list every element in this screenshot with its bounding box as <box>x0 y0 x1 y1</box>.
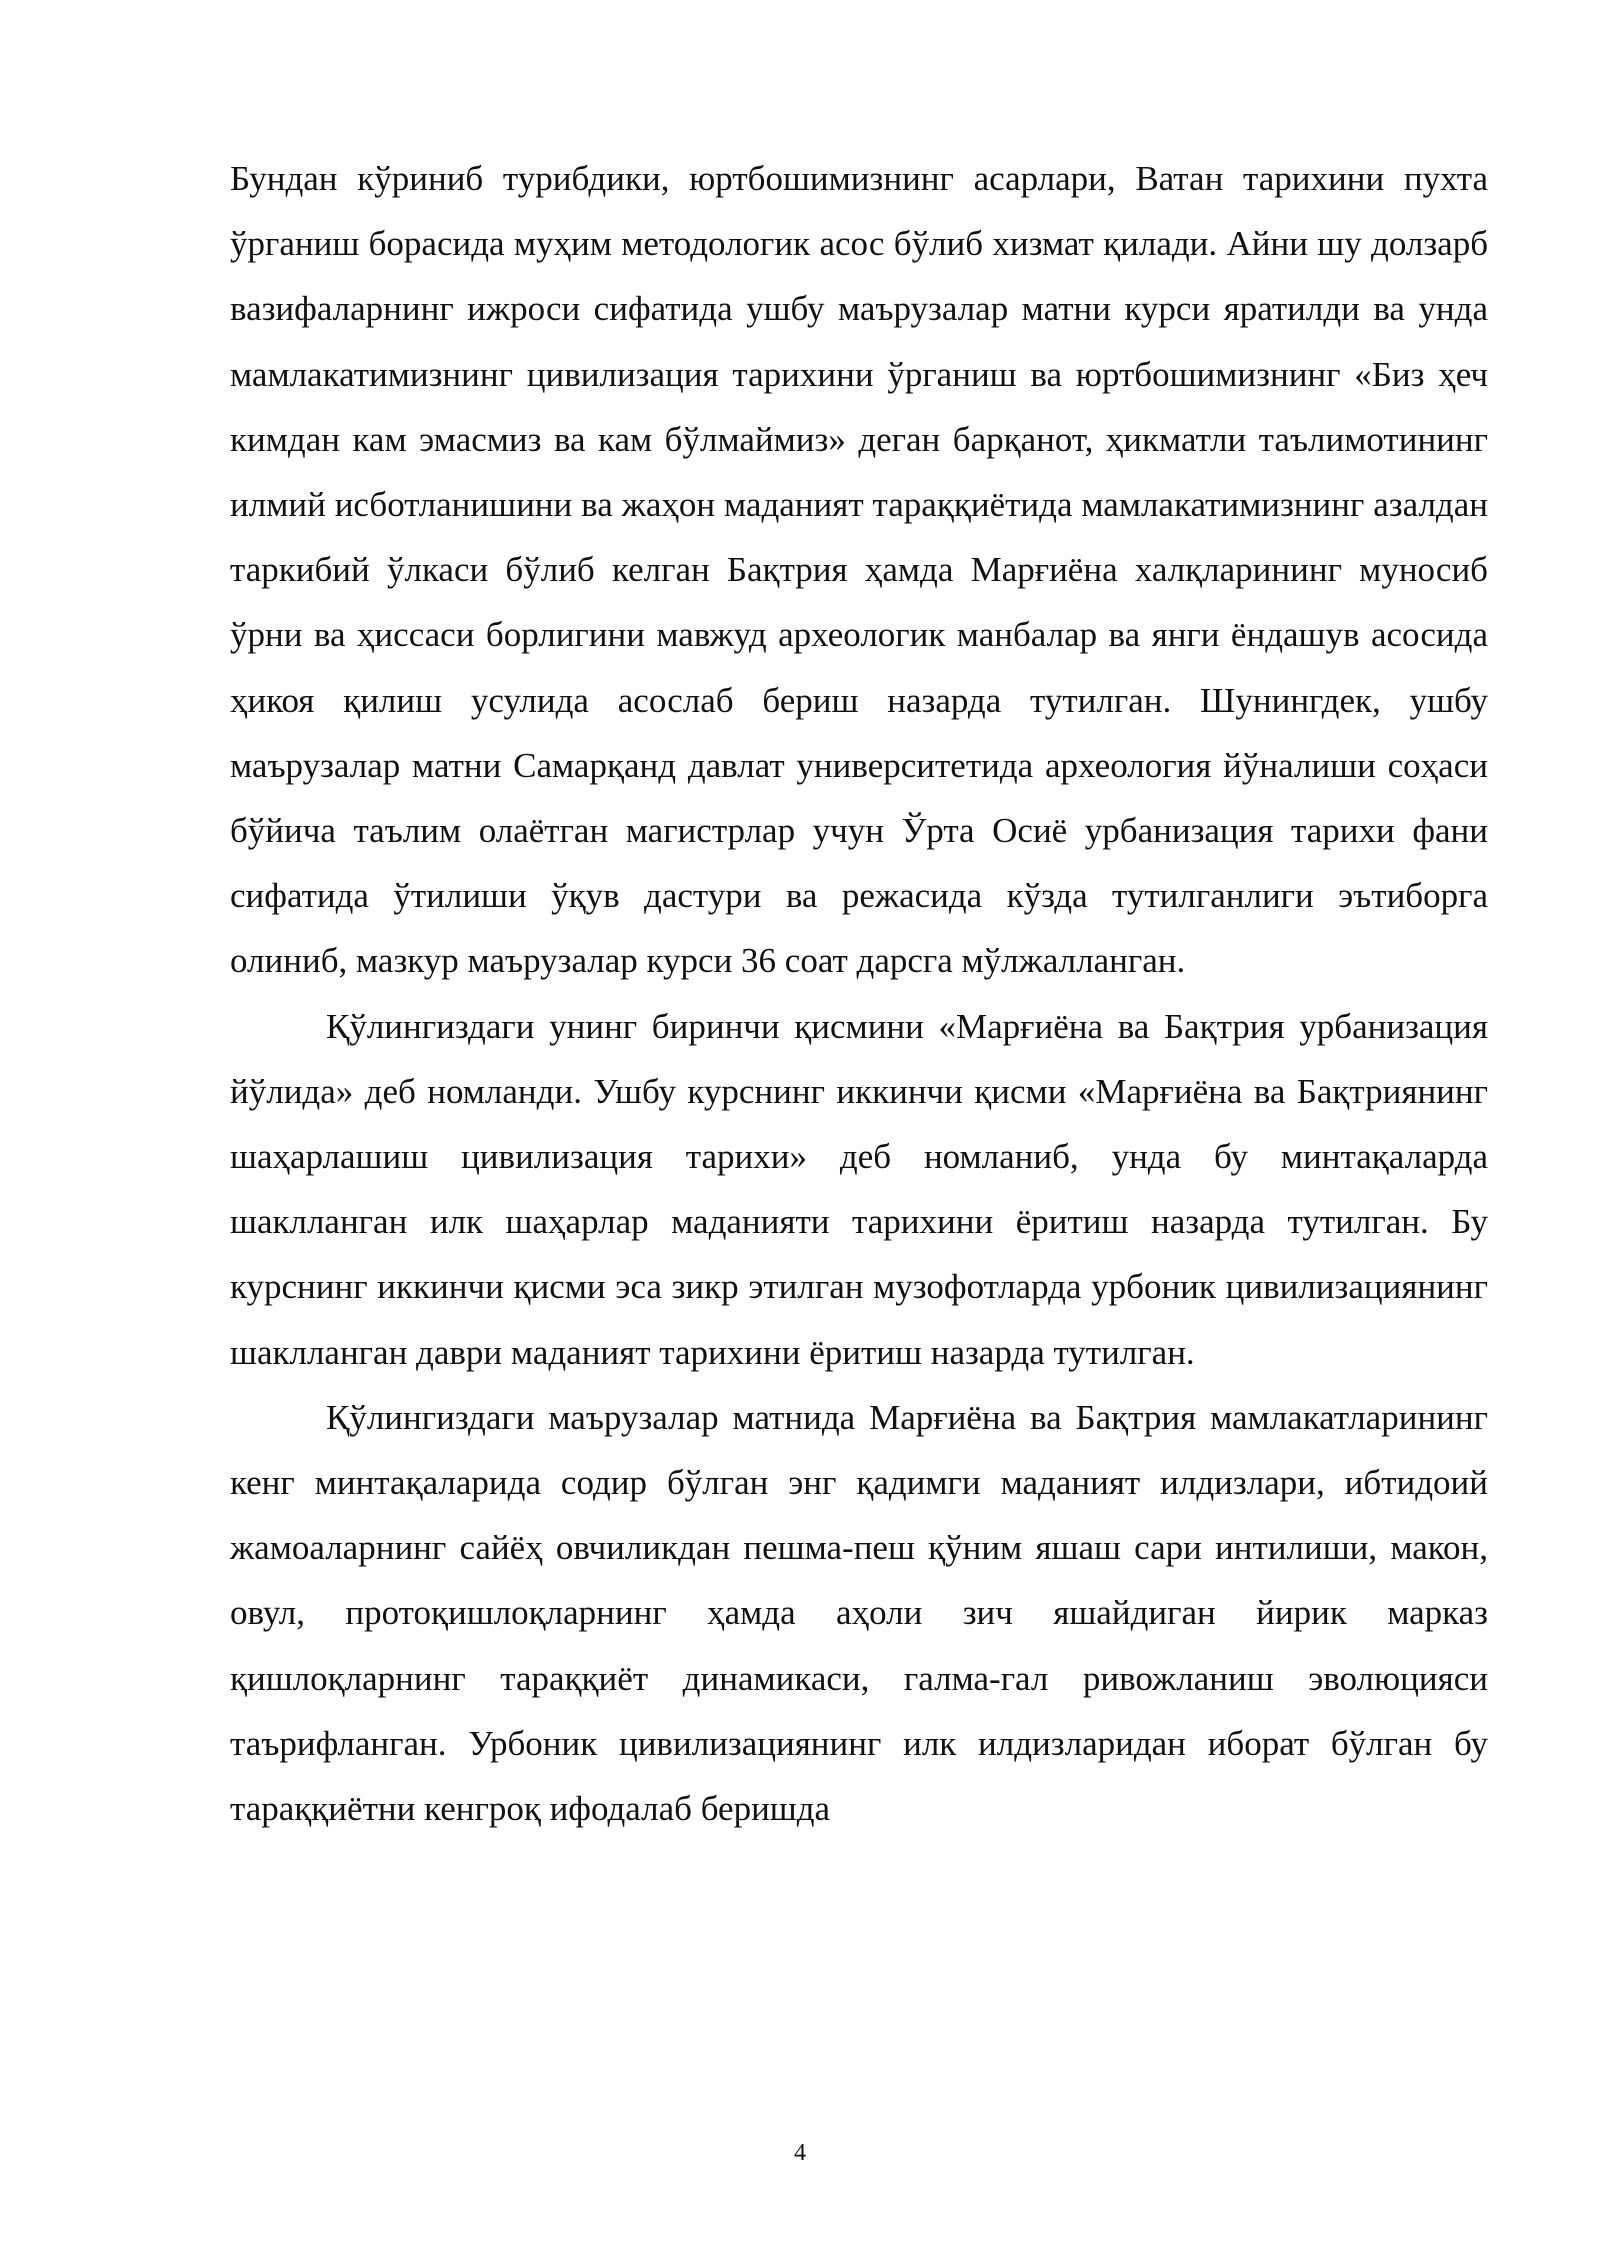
paragraph-1: Бундан кўриниб турибдики, юртбошимизнинг асарлари, Ватан тарихини пухта ўрганиш борасида муҳим методологик асос бўлиб хизмат қилади. Айни шу долзарб вазифаларнинг ижроси сифатида ушбу маърузалар матни курси яратилди ва унда мамлакатимизнинг цивилизация тарихини ўрганиш ва юртбошимизнинг «Биз ҳеч кимдан кам эмасмиз ва кам бўлмаймиз» деган барқанот, ҳикматли таълимотининг илмий исботланишини ва жаҳон маданият тараққиётида мамлакатимизнинг азалдан таркибий ўлкаси бўлиб келган Бақтрия ҳамда Марғиёна халқларининг муносиб ўрни ва ҳиссаси борлигини мавжуд археологик манбалар ва янги ёндашув асосида ҳикоя қилиш усулида асослаб бериш назарда тутилган. Шунингдек, ушбу маърузалар матни Самарқанд давлат университетида археология йўналиши соҳаси бўйича таълим олаётган магистрлар учун Ўрта Осиё урбанизация тарихи фани сифатида ўтилиши ўқув дастури ва режасида кўзда тутилганлиги эътиборга олиниб, мазкур маърузалар курси 36 соат дарсга мўлжалланган. <box>230 159 1488 981</box>
paragraph-2: Қўлингиздаги унинг биринчи қисмини «Марғиёна ва Бақтрия урбанизация йўлида» деб номланди. Ушбу курснинг иккинчи қисми «Марғиёна ва Бақтриянинг шаҳарлашиш цивилизация тарихи» деб номланиб, унда бу минтақаларда шаклланган илк шаҳарлар маданияти тарихини ёритиш назарда тутилган. Бу курснинг иккинчи қисми эса зикр этилган музофотларда урбоник цивилизациянинг шаклланган даври маданият тарихини ёритиш назарда тутилган. <box>230 1006 1488 1372</box>
page-number: 4 <box>794 2140 806 2166</box>
paragraph-3: Қўлингиздаги маърузалар матнида Марғиёна ва Бақтрия мамлакатларининг кенг минтақаларида содир бўлган энг қадимги маданият илдизлари, ибтидоий жамоаларнинг сайёҳ овчиликдан пешма-пеш қўним яшаш сари интилиши, макон, овул, протоқишлоқларнинг ҳамда аҳоли зич яшайдиган йирик марказ қишлоқларнинг тараққиёт динамикаси, галма-гал ривожланиш эволюцияси таърифланган. Урбоник цивилизациянинг илк илдизларидан иборат бўлган бу тараққиётни кенгроқ ифодалаб беришда <box>230 1397 1488 1829</box>
body-text <box>230 146 1488 1841</box>
